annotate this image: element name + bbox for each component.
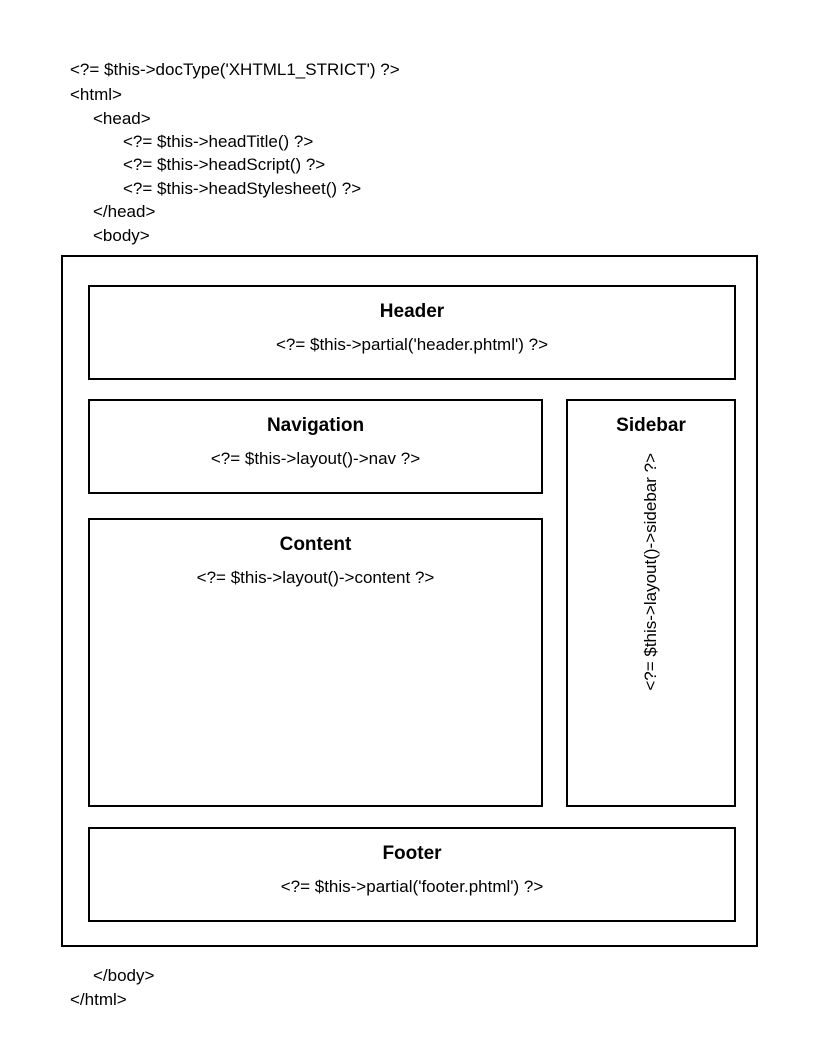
footer-box-code: <?= $this->partial('footer.phtml') ?> [280,877,544,896]
header-box-title: Header [379,301,445,322]
content-box-code: <?= $this->layout()->content ?> [196,568,435,587]
code-line-head-title: <?= $this->headTitle() ?> [123,132,314,151]
layout-box-navigation [88,399,543,494]
content-box-title: Content [279,534,352,555]
layout-box-header [88,285,736,380]
header-box-code: <?= $this->partial('header.phtml') ?> [275,335,549,354]
page-layout-frame [61,255,758,947]
code-line-head-stylesheet: <?= $this->headStylesheet() ?> [123,179,362,198]
navigation-box-code: <?= $this->layout()->nav ?> [210,449,421,468]
code-line-body-open: <body> [93,226,150,245]
sidebar-box-title: Sidebar [616,415,686,436]
footer-box-title: Footer [382,843,442,864]
layout-box-content [88,518,543,807]
code-line-body-close: </body> [93,966,155,985]
layout-box-footer [88,827,736,922]
layout-box-sidebar [566,399,736,807]
code-line-html-close: </html> [70,990,127,1009]
sidebar-box-code: <?= $this->layout()->sidebar ?> [641,453,660,691]
code-line-head-close: </head> [93,202,156,221]
code-line-head-open: <head> [93,109,151,128]
navigation-box-title: Navigation [266,415,365,436]
code-line-doctype: <?= $this->docType('XHTML1_STRICT') ?> [70,60,400,79]
code-line-head-script: <?= $this->headScript() ?> [123,155,326,174]
code-line-html-open: <html> [70,85,122,104]
sidebar-box-code-wrapper [568,453,734,799]
